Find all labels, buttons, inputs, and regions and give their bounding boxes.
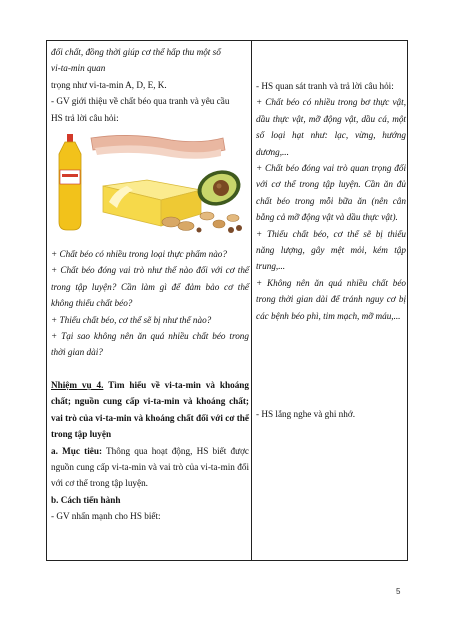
teacher-column [51, 44, 249, 525]
objective-text: Thông qua hoạt động, HS biết được nguồn cung cấp vi-ta-min và vai trò của vi-ta-min đối với cơ thể trong tập luyện. [51, 445, 250, 489]
question-item: + Tại sao không nên ăn quá nhiều chất béo trong thời gian dài? [51, 331, 249, 358]
fat-foods-illustration [51, 130, 249, 238]
answer-item: + Chất béo đóng vai trò quan trọng đối với cơ thể trong tập luyện. Cần ăn đủ chất béo trong mỗi bữa ăn (nên cân bằng cả mỡ động vật và dầu thực vật). [256, 163, 406, 223]
task-heading [51, 377, 249, 443]
answer-item: + Không nên ăn quá nhiều chất béo trong thời gian dài để tránh nguy cơ bị các bệnh béo phì, tim mạch, mỡ máu,... [256, 277, 406, 321]
intro-line: HS trả lời câu hỏi: [51, 112, 119, 123]
lesson-table [46, 40, 408, 561]
question-item: + Chất béo có nhiều trong loại thực phẩm nào? [51, 249, 227, 260]
intro-line: vi-ta-min quan [51, 63, 106, 74]
intro-line: đổi chất, đồng thời giúp cơ thể hấp thu một số [51, 47, 221, 57]
question-item: + Chất béo đóng vai trò như thế nào đối với cơ thể trong tập luyện? Cần làm gì để đảm bảo cơ thể không thiếu chất béo? [51, 265, 249, 309]
intro-line: - GV giới thiệu về chất béo qua tranh và yêu cầu [51, 96, 230, 107]
intro-line: trọng như vi-ta-min A, D, E, K. [51, 79, 167, 90]
page-number: 5 [396, 587, 401, 596]
objective-paragraph [51, 443, 249, 492]
teacher-instruction: - GV nhấn mạnh cho HS biết: [51, 511, 161, 522]
answer-item: + Thiếu chất béo, cơ thể sẽ bị thiếu năng lượng, gây mệt mỏi, kém tập trung,... [256, 228, 406, 272]
column-divider [251, 41, 252, 560]
student-listen-note: - HS lắng nghe và ghi nhớ. [256, 409, 356, 420]
question-item: + Thiếu chất béo, cơ thể sẽ bị như thế nào? [51, 314, 212, 325]
student-header: - HS quan sát tranh và trả lời câu hỏi: [256, 81, 394, 91]
task-label: Nhiệm vụ 4. [51, 379, 104, 390]
objective-label: a. Mục tiêu: [51, 445, 103, 456]
fat-foods-image [51, 130, 249, 238]
task-title: Tìm hiểu về vi-ta-min và khoáng chất; nguồn cung cấp vi-ta-min và khoáng chất; vai trò của vi-ta-min và khoáng chất đối với cơ thể trong tập luyện [51, 379, 249, 440]
answer-item: + Chất béo có nhiều trong bơ thực vật, dầu thực vật, mỡ động vật, dầu cá, một số loại hạt như: lạc, vừng, hướng dương,... [256, 97, 406, 157]
student-column [256, 78, 406, 423]
process-heading: b. Cách tiến hành [51, 494, 121, 505]
